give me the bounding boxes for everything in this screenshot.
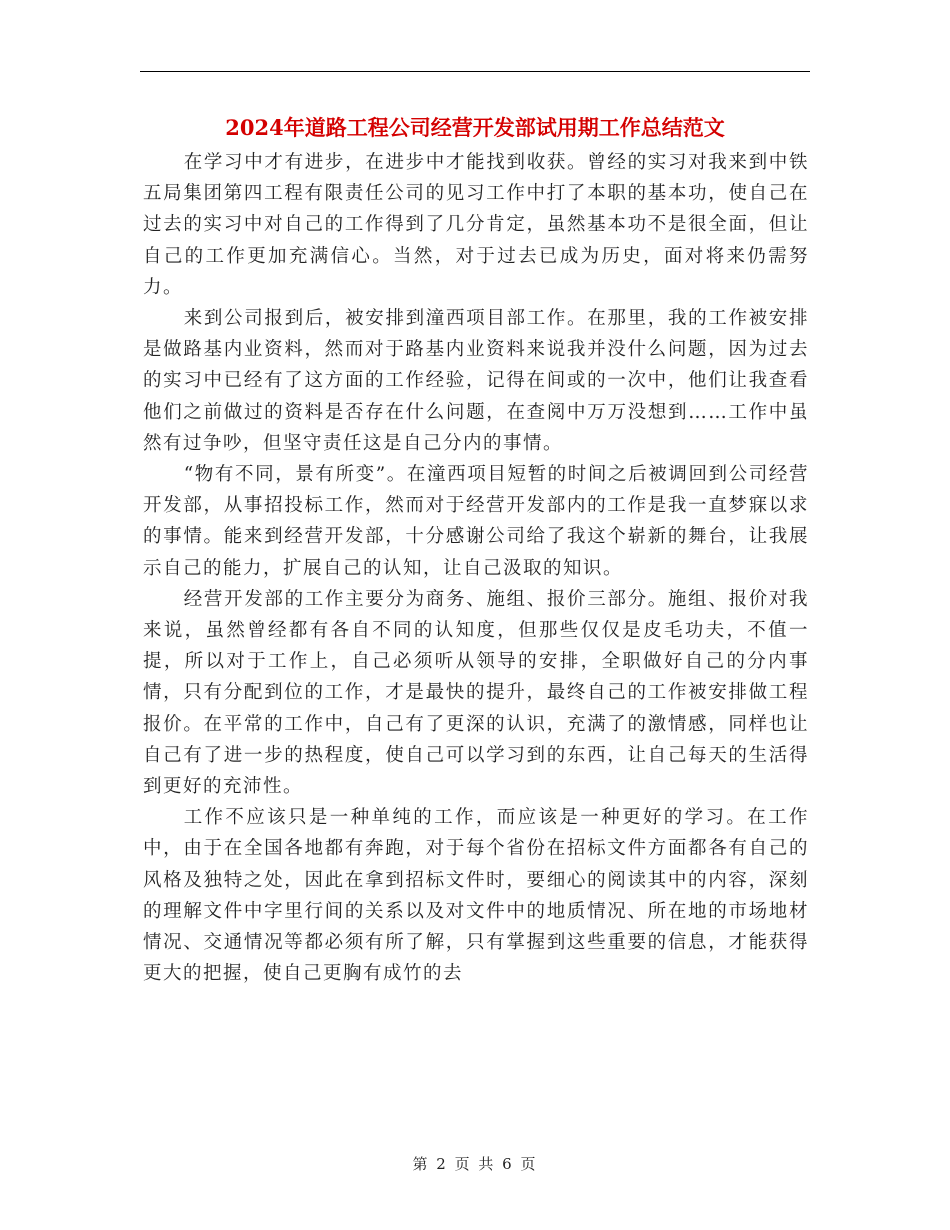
paragraph-4: 经营开发部的工作主要分为商务、施组、报价三部分。施组、报价对我来说，虽然曾经都有各自不同的认知度，但那些仅仅是皮毛功夫，不值一提，所以对于工作上，自己必须听从领导的安排，全职做好自己的分内事情，只有分配到位的工作，才是最快的提升，最终自己的工作被安排做工程报价。在平常的工作中，自己有了更深的认识，充满了的激情感，同样也让自己有了进一步的热程度，使自己可以学习到的东西，让自己每天的生活得到更好的充沛性。 xyxy=(143,588,809,798)
paragraph-2: 来到公司报到后，被安排到潼西项目部工作。在那里，我的工作被安排是做路基内业资料，然而对于路基内业资料来说我并没什么问题，因为过去的实习中已经有了这方面的工作经验，记得在间或的一次中，他们让我查看他们之前做过的资料是否存在什么问题，在查阅中万万没想到……工作中虽然有过争吵，但坚守责任这是自己分内的事情。 xyxy=(143,308,809,454)
document-title: 2024年道路工程公司经营开发部试用期工作总结范文 xyxy=(225,115,725,140)
document-body xyxy=(143,147,809,989)
paragraph-3: “物有不同，景有所变”。在潼西项目短暂的时间之后被调回到公司经营开发部，从事招投标工作，然而对于经营开发部内的工作是我一直梦寐以求的事情。能来到经营开发部，十分感谢公司给了我这个崭新的舞台，让我展示自己的能力，扩展自己的认知，让自己汲取的知识。 xyxy=(143,464,809,579)
paragraph-5: 工作不应该只是一种单纯的工作，而应该是一种更好的学习。在工作中，由于在全国各地都有奔跑，对于每个省份在招标文件方面都各有自己的风格及独特之处，因此在拿到招标文件时，要细心的阅读其中的内容，深刻的理解文件中字里行间的关系以及对文件中的地质情况、所在地的市场地材情况、交通情况等都必须有所了解，只有掌握到这些重要的信息，才能获得更大的把握，使自己更胸有成竹的去 xyxy=(143,807,809,985)
paragraph-1: 在学习中才有进步，在进步中才能找到收获。曾经的实习对我来到中铁五局集团第四工程有限责任公司的见习工作中打了本职的基本功，使自己在过去的实习中对自己的工作得到了几分肯定，虽然基本功不是很全面，但让自己的工作更加充满信心。当然，对于过去已成为历史，面对将来仍需努力。 xyxy=(143,152,809,298)
header-rule xyxy=(140,71,810,72)
page-number-footer: 第 2 页 共 6 页 xyxy=(412,1155,538,1173)
